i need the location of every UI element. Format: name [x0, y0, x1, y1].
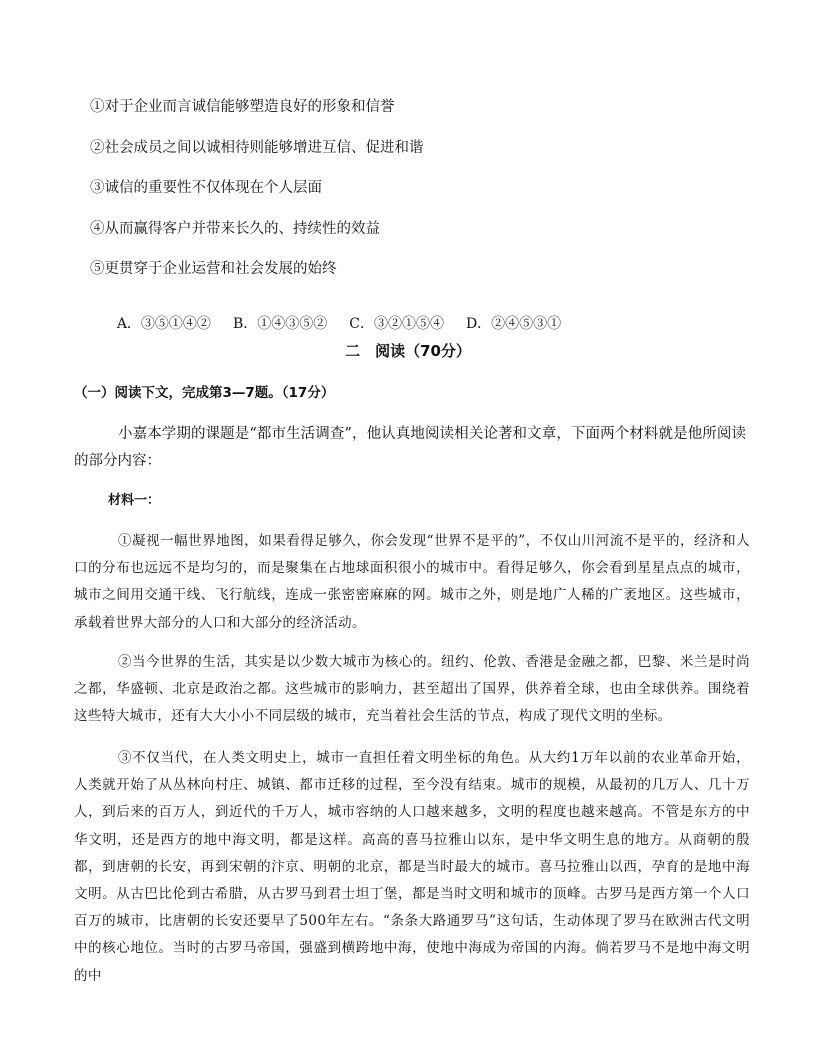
option-line-1: ①对于企业而言诚信能够塑造良好的形象和信誉	[90, 99, 395, 115]
choice-c: C．③②①⑤④	[349, 316, 444, 332]
section-title: 二 阅读（70分）	[345, 342, 471, 360]
paragraph-3: ③不仅当代，在人类文明史上，城市一直担任着文明坐标的角色。从大约1万年以前的农业革命开始，人类就开始了从丛林向村庄、城镇、都市迁移的过程，至今没有结束。城市的规模，从最初的几万人、几十万人，到后来的百万人，到近代的千万人，城市容纳的人口越来越多，文明的程度也越来越高。不管是东方的中华文明，还是西方的地中海文明，都是这样。高高的喜马拉雅山以东，是中华文明生息的地方。从商朝的殷都，到唐朝的长安，再到宋朝的汴京、明朝的北京，都是当时最大的城市。喜马拉雅山以西，孕育的是地中海文明。从古巴比伦到古希腊，从古罗马到君士坦丁堡，都是当时文明和城市的顶峰。古罗马是西方第一个人口百万的城市，比唐朝的长安还要早了500年左右。“条条大路通罗马”这句话，生动体现了罗马在欧洲古代文明中的核心地位。当时的古罗马帝国，强盛到横跨地中海，使地中海成为帝国的内海。倘若罗马不是地中海文明的中	[74, 750, 750, 984]
material-label: 材料一：	[108, 493, 161, 508]
sub-title: （一）阅读下文，完成第3—7题。（17分）	[74, 385, 335, 401]
choice-d: D．②④⑤③①	[465, 316, 562, 332]
choice-b: B．①④③⑤②	[232, 316, 328, 332]
paragraph-1: ①凝视一幅世界地图，如果看得足够久，你会发现“世界不是平的”，不仅山川河流不是平的，经济和人口的分布也远远不是均匀的，而是聚集在占地球面积很小的城市中。看得足够久，你会看到星星点点的城市，城市之间用交通干线、飞行航线，连成一张密密麻麻的网。城市之外，则是地广人稀的广袤地区。这些城市，承载着世界大部分的人口和大部分的经济活动。	[74, 533, 750, 631]
paragraph-2: ②当今世界的生活，其实是以少数大城市为核心的。纽约、伦敦、香港是金融之都，巴黎、米兰是时尚之都，华盛顿、北京是政治之都。这些城市的影响力，甚至超出了国界，供养着全球，也由全球供养。围绕着这些特大城市，还有大大小小不同层级的城市，充当着社会生活的节点，构成了现代文明的坐标。	[74, 654, 750, 725]
option-line-3: ③诚信的重要性不仅体现在个人层面	[90, 180, 322, 196]
option-line-5: ⑤更贯穿于企业运营和社会发展的始终	[90, 261, 337, 277]
option-line-2: ②社会成员之间以诚相待则能够增进互信、促进和谐	[90, 140, 424, 156]
choice-a: A．③⑤①④②	[116, 316, 211, 332]
intro-paragraph: 小嘉本学期的课题是“都市生活调查”，他认真地阅读相关论著和文章，下面两个材料就是他所阅读的部分内容：	[74, 426, 746, 469]
option-line-4: ④从而赢得客户并带来长久的、持续性的效益	[90, 221, 380, 237]
